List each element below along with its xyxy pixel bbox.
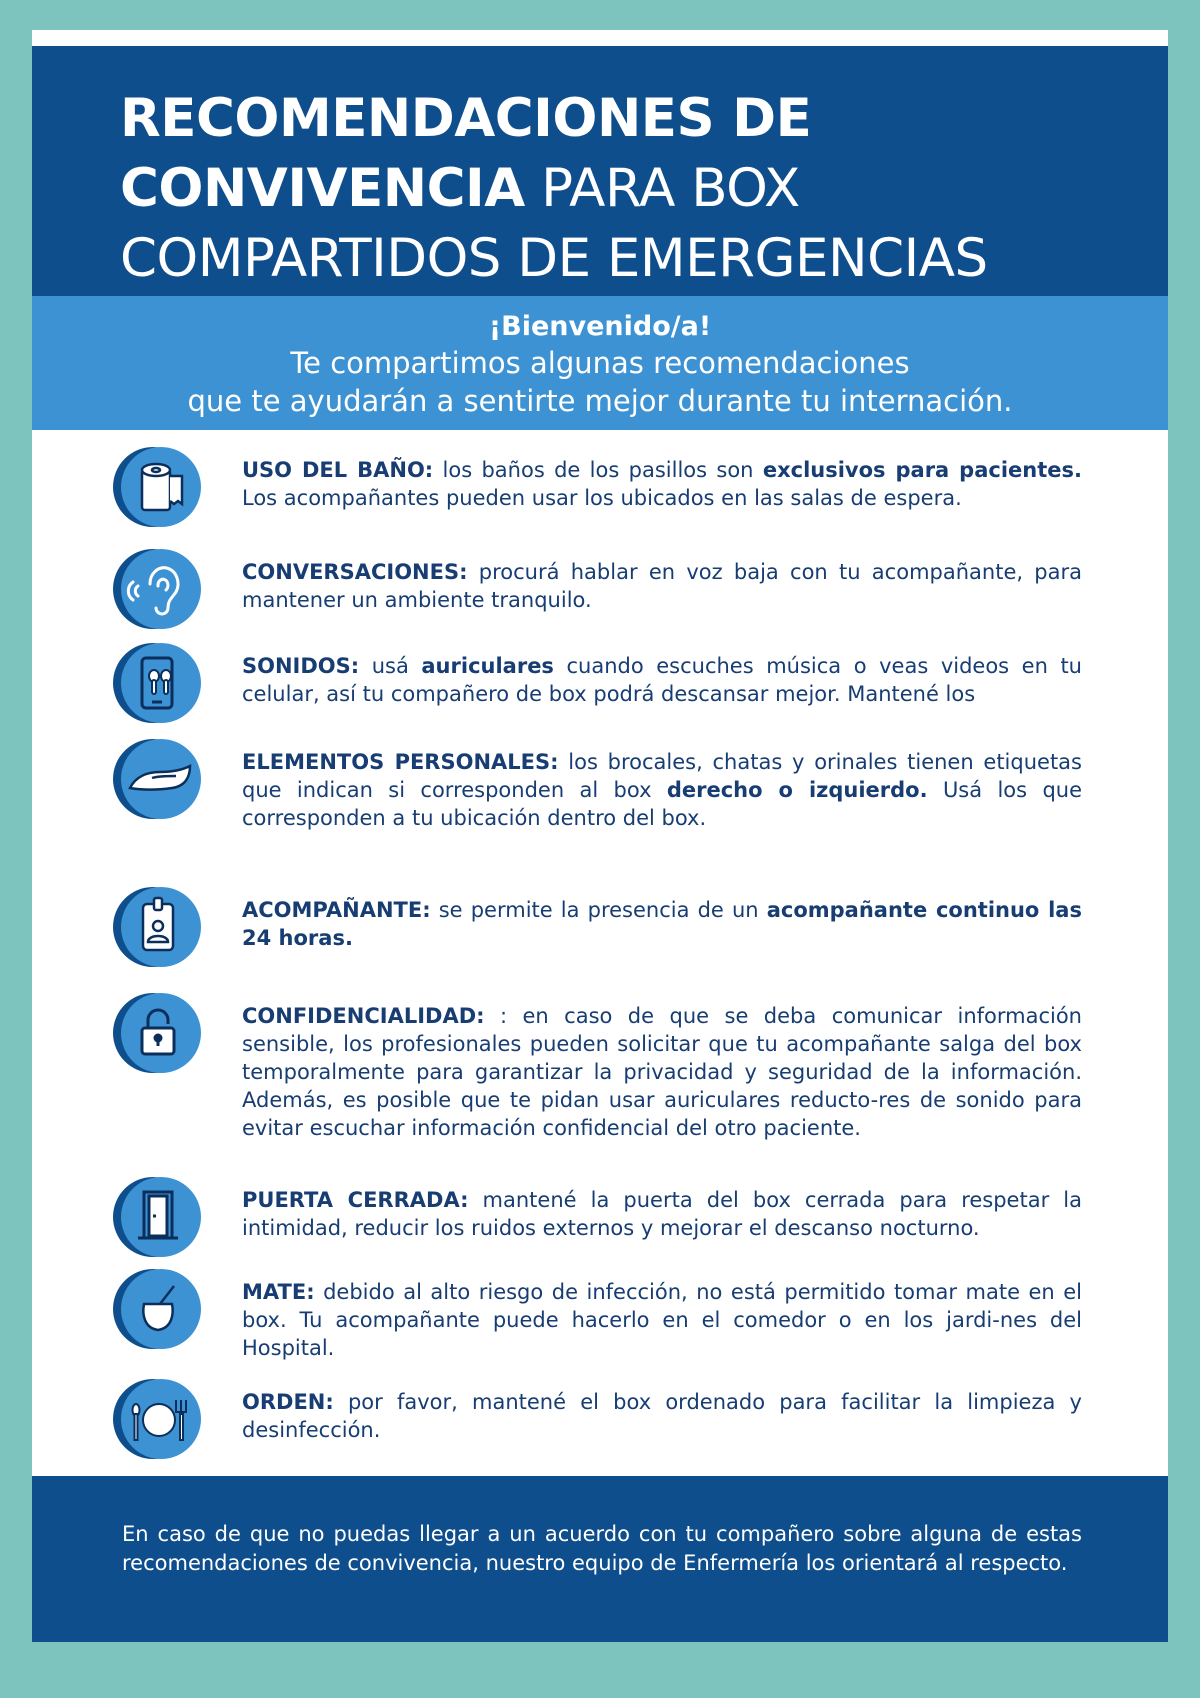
poster bbox=[32, 30, 1168, 1642]
title-banner bbox=[32, 46, 1168, 296]
phone-earbuds-icon bbox=[112, 638, 202, 728]
footer-text: En caso de que no puedas llegar a un acuerdo con tu compañero sobre alguna de estas recomendaciones de convivencia, nuestro equipo de Enfermería los orientará al respecto. bbox=[122, 1522, 1082, 1575]
item-text: CONVERSACIONES: procurá hablar en voz baja con tu acompañante, para mantener un ambiente tranquilo. bbox=[242, 560, 1082, 612]
plate-cutlery-icon bbox=[112, 1374, 202, 1464]
item-text: USO DEL BAÑO: los baños de los pasillos son exclusivos para pacientes. Los acompañantes pueden usar los ubicados en las salas de espera. bbox=[242, 458, 1082, 510]
bedpan-icon bbox=[112, 734, 202, 824]
item-text: MATE: debido al alto riesgo de infección, no está permitido tomar mate en el box. Tu acompañante puede hacerlo en el comedor o en los jardi-nes del Hospital. bbox=[242, 1280, 1082, 1360]
title-line-1: RECOMENDACIONES DE bbox=[120, 88, 812, 149]
item-text: ELEMENTOS PERSONALES: los brocales, chatas y orinales tienen etiquetas que indican si corresponden al box derecho o izquierdo. Usá los que corresponden a tu ubicación dentro del box. bbox=[242, 750, 1082, 830]
title-light-words: PARA BOX bbox=[524, 158, 800, 219]
footer-banner bbox=[32, 1476, 1168, 1642]
welcome-line-2: que te ayudarán a sentirte mejor durante tu internación. bbox=[187, 384, 1013, 418]
door-icon bbox=[112, 1172, 202, 1262]
title-line-3: COMPARTIDOS DE EMERGENCIAS bbox=[120, 228, 988, 289]
item-text: ORDEN: por favor, mantené el box ordenado para facilitar la limpieza y desinfección. bbox=[242, 1390, 1082, 1442]
item-text: SONIDOS: usá auriculares cuando escuches música o veas videos en tu celular, así tu compañero de box podrá descansar mejor. Mantené los bbox=[242, 654, 1082, 706]
item-text: CONFIDENCIALIDAD: : en caso de que se deba comunicar información sensible, los profesionales pueden solicitar que tu acompañante salga del box temporalmente para garantizar la privacidad y seguridad de la información. Además, es posible que te pidan usar auriculares reducto-res de sonido para evitar escuchar información confidencial del otro paciente. bbox=[242, 1004, 1082, 1140]
page-title bbox=[120, 84, 1160, 294]
mate-icon bbox=[112, 1264, 202, 1354]
toilet-paper-icon bbox=[112, 442, 202, 532]
item-text: ACOMPAÑANTE: se permite la presencia de un acompañante continuo las 24 horas. bbox=[242, 898, 1082, 950]
padlock-icon bbox=[112, 988, 202, 1078]
badge-icon bbox=[112, 882, 202, 972]
item-text: PUERTA CERRADA: mantené la puerta del box cerrada para respetar la intimidad, reducir los ruidos externos y mejorar el descanso nocturno. bbox=[242, 1188, 1082, 1240]
welcome-heading: ¡Bienvenido/a! bbox=[488, 311, 712, 342]
ear-icon bbox=[112, 544, 202, 634]
title-bold-word: CONVIVENCIA bbox=[120, 158, 525, 219]
welcome-line-1: Te compartimos algunas recomendaciones bbox=[290, 346, 910, 380]
welcome-banner bbox=[32, 296, 1168, 430]
